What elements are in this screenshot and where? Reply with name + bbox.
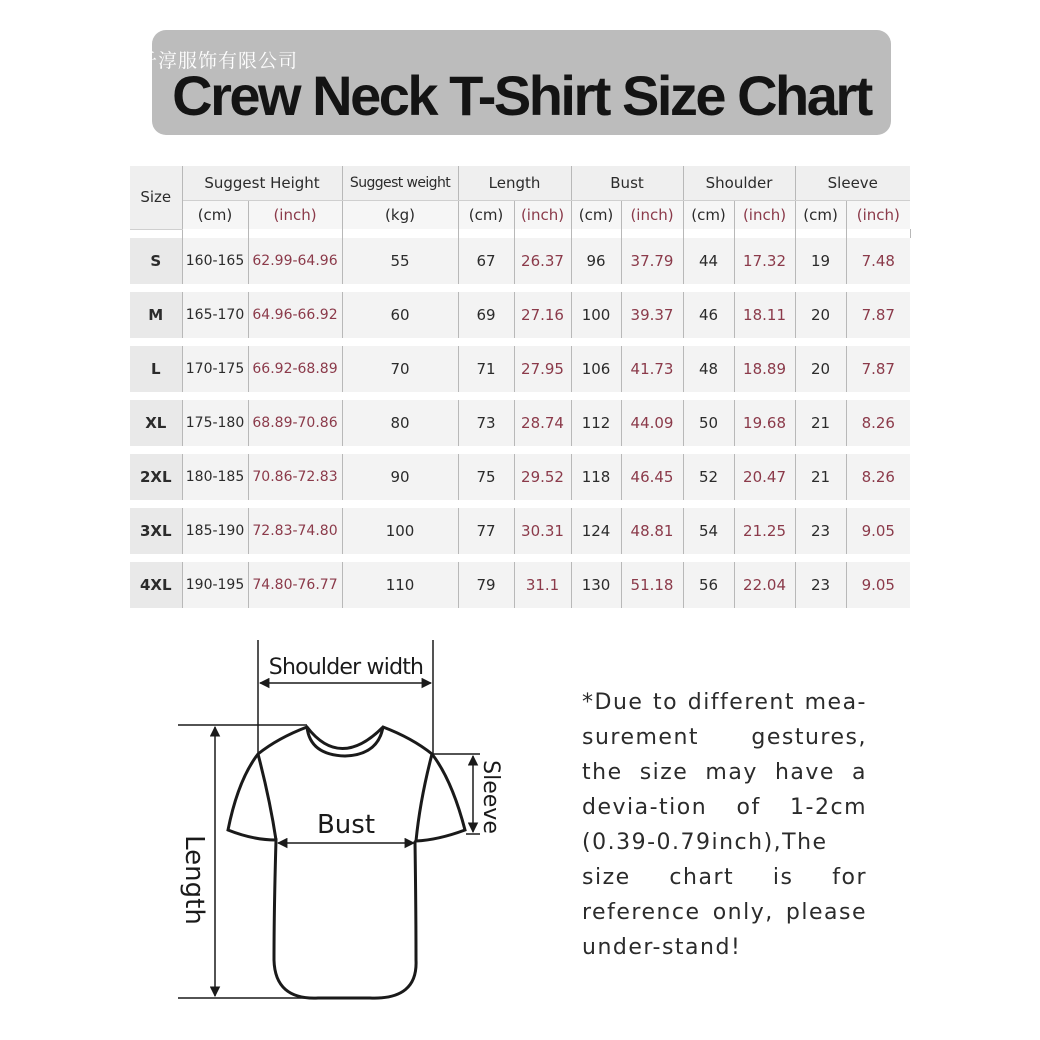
table-row	[130, 342, 910, 396]
table-cell: 100	[571, 288, 621, 342]
table-cell: 23	[795, 504, 846, 558]
table-cell: 130	[571, 558, 621, 612]
table-cell: 41.73	[621, 342, 683, 396]
size-cell: 2XL	[130, 450, 182, 504]
header-height: Suggest Height	[182, 166, 342, 201]
header-weight: Suggest weight	[342, 166, 458, 201]
table-cell: 50	[683, 396, 734, 450]
table-cell: 7.87	[846, 288, 910, 342]
table-cell: 21.25	[734, 504, 795, 558]
table-cell: 18.11	[734, 288, 795, 342]
table-cell: 48.81	[621, 504, 683, 558]
table-cell: 21	[795, 450, 846, 504]
unit-cm: (cm)	[795, 201, 846, 230]
table-cell: 48	[683, 342, 734, 396]
table-cell: 9.05	[846, 558, 910, 612]
table-cell: 9.05	[846, 504, 910, 558]
table-cell: 56	[683, 558, 734, 612]
watermark-text: 千淳服饰有限公司	[138, 50, 299, 72]
table-cell: 26.37	[514, 238, 571, 288]
table-cell: 44.09	[621, 396, 683, 450]
table-cell: 27.16	[514, 288, 571, 342]
table-cell: 75	[458, 450, 514, 504]
title-banner	[152, 30, 891, 135]
table-row	[130, 238, 910, 288]
table-cell: 46.45	[621, 450, 683, 504]
table-cell: 112	[571, 396, 621, 450]
table-cell: 180-185	[182, 450, 248, 504]
table-cell: 21	[795, 396, 846, 450]
table-cell: 118	[571, 450, 621, 504]
table-cell: 37.79	[621, 238, 683, 288]
table-cell: 7.87	[846, 342, 910, 396]
table-cell: 190-195	[182, 558, 248, 612]
table-row	[130, 558, 910, 612]
table-cell: 175-180	[182, 396, 248, 450]
table-row	[130, 396, 910, 450]
table-cell: 20	[795, 288, 846, 342]
table-cell: 19	[795, 238, 846, 288]
size-cell: L	[130, 342, 182, 396]
header-bust: Bust	[571, 166, 683, 201]
unit-inch: (inch)	[248, 201, 342, 230]
table-cell: 100	[342, 504, 458, 558]
bust-label: Bust	[316, 810, 376, 840]
table-cell: 8.26	[846, 450, 910, 504]
unit-inch: (inch)	[846, 201, 910, 230]
table-cell: 46	[683, 288, 734, 342]
table-cell: 165-170	[182, 288, 248, 342]
table-cell: 74.80-76.77	[248, 558, 342, 612]
size-cell: M	[130, 288, 182, 342]
table-row	[130, 504, 910, 558]
page-title: Crew Neck T-Shirt Size Chart	[172, 64, 871, 127]
table-cell: 185-190	[182, 504, 248, 558]
unit-cm: (cm)	[182, 201, 248, 230]
table-cell: 71	[458, 342, 514, 396]
tshirt-collar	[307, 727, 383, 756]
table-cell: 170-175	[182, 342, 248, 396]
table-cell: 39.37	[621, 288, 683, 342]
table-cell: 66.92-68.89	[248, 342, 342, 396]
table-cell: 110	[342, 558, 458, 612]
table-cell: 72.83-74.80	[248, 504, 342, 558]
table-cell: 54	[683, 504, 734, 558]
table-cell: 80	[342, 396, 458, 450]
table-cell: 51.18	[621, 558, 683, 612]
size-cell: S	[130, 238, 182, 288]
table-cell: 70.86-72.83	[248, 450, 342, 504]
sleeve-label: Sleeve	[478, 760, 503, 834]
table-cell: 8.26	[846, 396, 910, 450]
table-cell: 27.95	[514, 342, 571, 396]
table-cell: 23	[795, 558, 846, 612]
table-cell: 60	[342, 288, 458, 342]
tshirt-armhole-right	[416, 754, 432, 841]
table-cell: 69	[458, 288, 514, 342]
table-cell: 62.99-64.96	[248, 238, 342, 288]
table-cell: 68.89-70.86	[248, 396, 342, 450]
unit-inch: (inch)	[621, 201, 683, 230]
unit-cm: (cm)	[458, 201, 514, 230]
unit-cm: (cm)	[571, 201, 621, 230]
length-label: Length	[179, 835, 209, 925]
table-row	[130, 288, 910, 342]
table-cell: 22.04	[734, 558, 795, 612]
size-chart-table	[130, 166, 911, 616]
unit-inch: (inch)	[734, 201, 795, 230]
header-size: Size	[130, 166, 182, 229]
size-cell: 3XL	[130, 504, 182, 558]
unit-inch: (inch)	[514, 201, 571, 230]
table-cell: 96	[571, 238, 621, 288]
table-cell: 160-165	[182, 238, 248, 288]
unit-cm: (cm)	[683, 201, 734, 230]
table-cell: 44	[683, 238, 734, 288]
header-length: Length	[458, 166, 571, 201]
tshirt-armhole-left	[258, 754, 276, 840]
table-cell: 20.47	[734, 450, 795, 504]
table-cell: 67	[458, 238, 514, 288]
table-cell: 19.68	[734, 396, 795, 450]
table-cell: 64.96-66.92	[248, 288, 342, 342]
table-cell: 7.48	[846, 238, 910, 288]
table-cell: 18.89	[734, 342, 795, 396]
table-cell: 52	[683, 450, 734, 504]
table-row	[130, 450, 910, 504]
table-cell: 31.1	[514, 558, 571, 612]
tshirt-diagram	[170, 630, 510, 1010]
size-cell: XL	[130, 396, 182, 450]
table-cell: 90	[342, 450, 458, 504]
table-cell: 77	[458, 504, 514, 558]
table-cell: 124	[571, 504, 621, 558]
measurement-note: *Due to different mea-surement gestures, the size may have a devia-tion of 1-2cm (0.39-0.79inch),The size chart is for reference only, please under-stand!	[582, 690, 867, 960]
table-cell: 29.52	[514, 450, 571, 504]
table-cell: 28.74	[514, 396, 571, 450]
table-cell: 17.32	[734, 238, 795, 288]
table-cell: 106	[571, 342, 621, 396]
header-sleeve: Sleeve	[795, 166, 910, 201]
table-cell: 73	[458, 396, 514, 450]
table-cell: 55	[342, 238, 458, 288]
size-cell: 4XL	[130, 558, 182, 612]
table-cell: 30.31	[514, 504, 571, 558]
unit-kg: (kg)	[342, 201, 458, 230]
shoulder-width-label: Shoulder width	[268, 655, 424, 680]
table-cell: 79	[458, 558, 514, 612]
table-cell: 70	[342, 342, 458, 396]
table-cell: 20	[795, 342, 846, 396]
header-shoulder: Shoulder	[683, 166, 795, 201]
